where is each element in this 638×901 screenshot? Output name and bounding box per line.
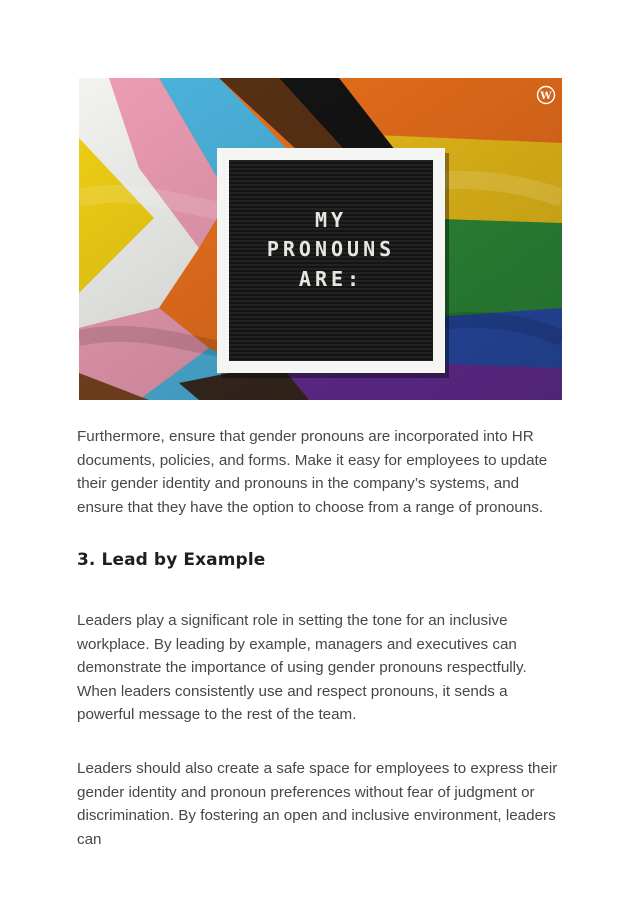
paragraph-pronouns-in-hr: Furthermore, ensure that gender pronouns are incorporated into HR documents, policies, and forms. Make it easy for employees to update their gender identity and pronouns in the company’s systems, and ensure that they have the option to choose from a range of pronouns. xyxy=(77,428,548,516)
section-heading: 3. Lead by Example xyxy=(77,550,266,570)
pride-flag-letter-board-photo xyxy=(79,78,562,400)
paragraph-safe-space: Leaders should also create a safe space for employees to express their gender identity and pronoun preferences without fear of judgment or discrimination. By fostering an open and inclusive environment, leaders can xyxy=(77,760,558,848)
hero-image xyxy=(79,78,562,400)
board-line-2: PRONOUNS xyxy=(266,237,396,261)
board-line-3: ARE: xyxy=(298,267,364,291)
svg-text:W: W xyxy=(540,91,552,102)
paragraph-leaders-role: Leaders play a significant role in setting the tone for an inclusive workplace. By leading by example, managers and executives can demonstrate the importance of using gender pronouns respectfully. When leaders consistently use and respect pronouns, it sends a powerful message to the rest of the team. xyxy=(77,612,527,724)
board-line-1: MY xyxy=(314,208,348,232)
